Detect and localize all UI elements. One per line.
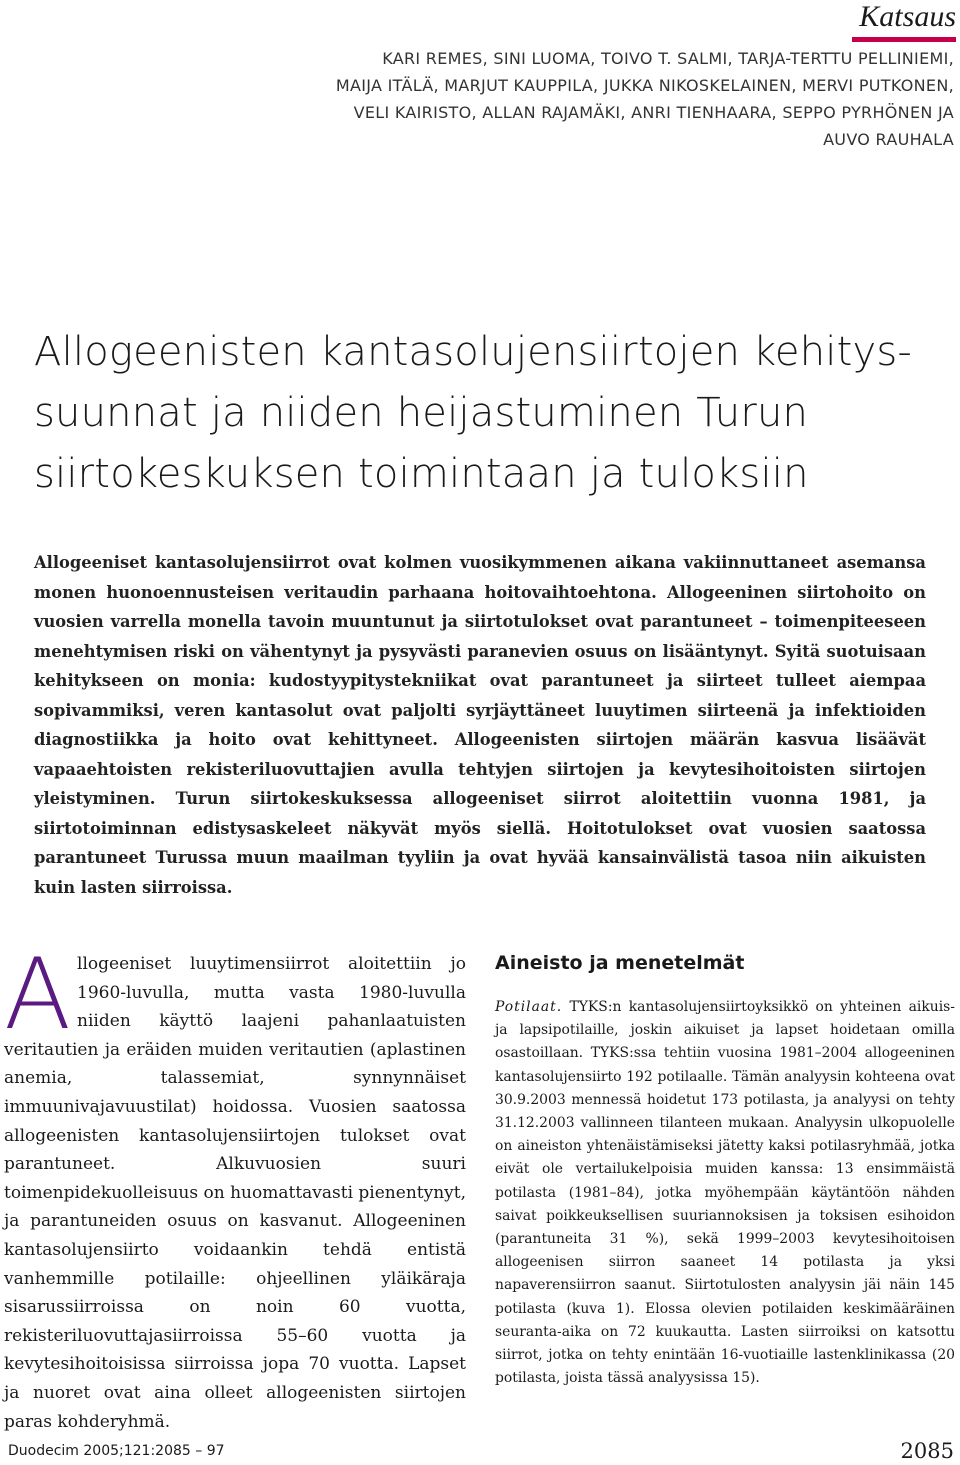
body-column-right [495, 950, 955, 1390]
section-heading: Aineisto ja menetelmät [495, 952, 745, 974]
paragraph-lead-in: Potilaat. [495, 999, 563, 1015]
article-title [34, 322, 934, 505]
intro-paragraph: llogeeniset luuytimensiirrot aloitettiin jo 1960-luvulla, mutta vasta 1980-luvulla niiden käyttö laajeni pahanlaatuisten veritautien ja eräiden muiden veritautien (aplastinen anemia, talassemiat, synnynnäiset immuunivajavuustilat) hoidossa. Vuosien saatossa allogeenisten kantasolujensiirtojen tulokset ovat parantuneet. Alkuvuosien suuri toimenpidekuolleisuus on huomattavasti pienentynyt, ja parantuneiden osuus on kasvanut. Allogeeninen kantasolujensiirto voidaankin tehdä entistä vanhemmille potilaille: ohjeellinen yläikäraja sisarussiirroissa on noin 60 vuotta, rekisteriluovuttajasiirroissa 55–60 vuotta ja kevytesihoitoisissa siirroissa jopa 70 vuotta. Lapset ja nuoret ovat aina olleet allogeenisten siirtojen paras kohderyhmä. [4, 954, 466, 1432]
author-list [14, 45, 954, 153]
section-label: Katsaus [859, 0, 956, 33]
methods-text: TYKS:n kantasolujensiirtoyksikkö on yhteinen aikuis- ja lapsipotilaille, joskin aikuiset ja lapset hoidetaan omilla osastoillaan. TYKS:ssa tehtiin vuosina 1981–2004 allogeeninen kantasolujensiirto 192 potilaalle. Tämän analyysin kohteena ovat 30.9.2003 mennessä hoidetut 173 potilasta, ja analyysi on tehty 31.12.2003 vallinneen tilanteen mukaan. Analyysin ulkopuolelle on aineiston yhtenäistämiseksi jätetty kaksi potilasryhmää, jotka eivät ole vertailukelpoisia muiden kanssa: 13 ensimmäistä potilasta (1981–84), jotka myöhempään käytäntöön nähden saivat poikkeuksellisen suuriannoksisen ja toksisen esihoidon (parantuneita 31 %), sekä 1999–2003 kevytesihoitoisen allogeenisen siirron saaneet 14 potilasta ja yksi napaverensiirron saanut. Siirtotulosten analyysin jäi näin 145 potilasta (kuva 1). Elossa olevien potilaiden keskimääräinen seuranta-aika on 72 kuukautta. Lasten siirroiksi on katsottu siirrot, jotka on tehty enintään 16-vuotiaille lastenklinikassa (20 potilasta, joista tässä analyysissa 15). [495, 999, 955, 1387]
page-number: 2085 [900, 1439, 954, 1463]
title-line: siirtokeskuksen toimintaan ja tuloksiin [34, 451, 809, 497]
drop-cap: A [4, 938, 72, 1052]
author-line: VELI KAIRISTO, ALLAN RAJAMÄKI, ANRI TIENHAARA, SEPPO PYRHÖNEN JA [353, 103, 954, 122]
abstract: Allogeeniset kantasolujensiirrot ovat kolmen vuosikymmenen aikana vakiinnuttaneet asemansa monen huonoennusteisen veritaudin parhaana hoitovaihtoehtona. Allogeeninen siirtohoito on vuosien varrella monella tavoin muuntunut ja siirtotulokset ovat parantuneet – toimenpiteeseen menehtymisen riski on vähentynyt ja pysyvästi paranevien osuus on lisääntynyt. Syitä suotuisaan kehitykseen on monia: kudostyypitystekniikat ovat parantuneet ja siirteet tulleet aiempaa sopivammiksi, veren kantasolut ovat paljolti syrjäyttäneet luuytimen siirteenä ja infektioiden diagnostiikka ja hoito ovat kehittyneet. Allogeenisten siirtojen määrän kasvua lisäävät vapaaehtoisten rekisteriluovuttajien avulla tehtyjen siirtojen ja kevytesihoitoisten siirtojen yleistyminen. Turun siirtokeskuksessa allogeeniset siirrot aloitettiin vuonna 1981, ja siirtotoiminnan edistysaskeleet näkyvät myös siellä. Hoitotulokset ovat vuosien saatossa parantuneet Turussa muun maailman tyyliin ja ovat hyvää kansainvälistä tasoa niin aikuisten kuin lasten siirroissa. [34, 553, 926, 897]
section-accent-rule [852, 37, 956, 42]
author-line: KARI REMES, SINI LUOMA, TOIVO T. SALMI, TARJA-TERTTU PELLINIEMI, [382, 49, 954, 68]
journal-citation: Duodecim 2005;121:2085 – 97 [8, 1443, 225, 1459]
author-line: MAIJA ITÄLÄ, MARJUT KAUPPILA, JUKKA NIKOSKELAINEN, MERVI PUTKONEN, [335, 76, 954, 95]
title-line: suunnat ja niiden heijastuminen Turun [34, 390, 809, 436]
author-line: AUVO RAUHALA [823, 130, 954, 149]
methods-paragraph [495, 996, 955, 1390]
body-column-left [4, 938, 466, 1436]
title-line: Allogeenisten kantasolujensiirtojen kehitys- [34, 329, 913, 375]
